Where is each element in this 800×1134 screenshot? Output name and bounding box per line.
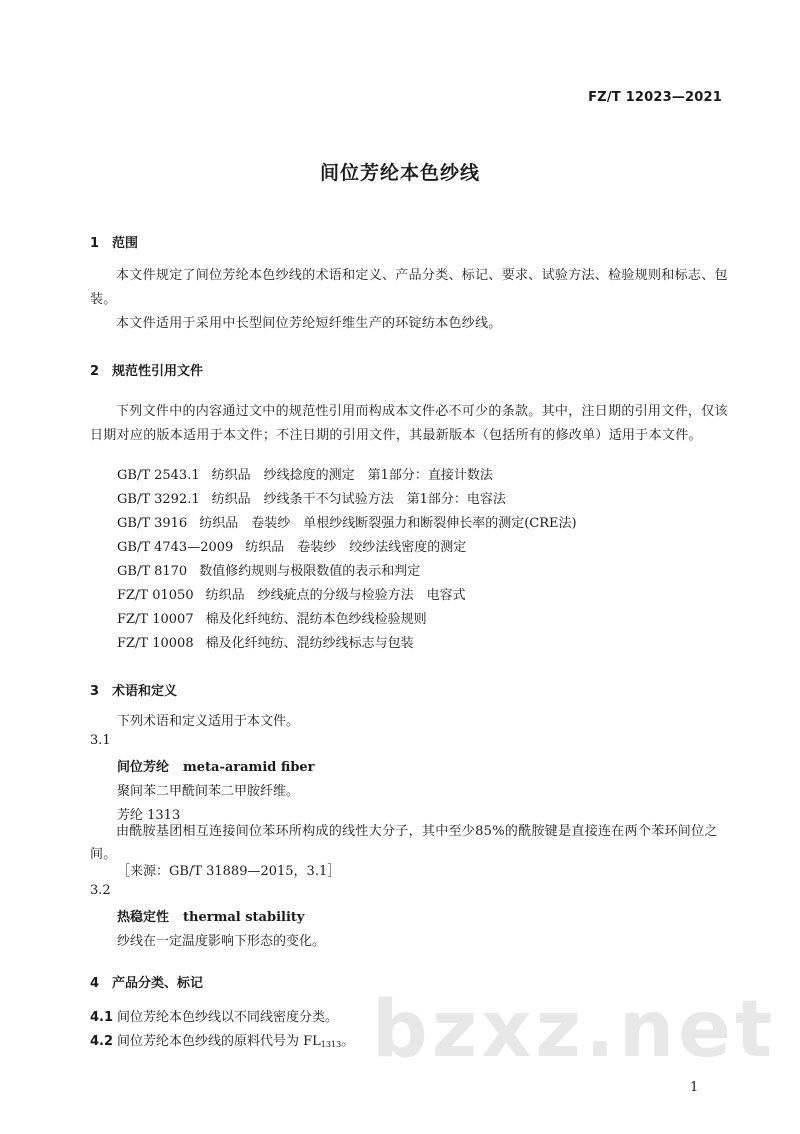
reference-title: 纺织品 卷装纱 绞纱法线密度的测定 [245, 540, 467, 555]
section-number: 4 [90, 976, 100, 991]
clause-text: 间位芳纶本色纱线以不同线密度分类。 [117, 1010, 339, 1025]
reference-item [117, 560, 420, 579]
term-heading [117, 756, 315, 775]
clause-number: 4.2 [90, 1034, 114, 1049]
clause-text: 间位芳纶本色纱线的原料代号为 FL [117, 1034, 321, 1049]
document-title: 间位芳纶本色纱线 [319, 162, 480, 184]
section-title: 术语和定义 [112, 684, 178, 699]
section-number: 2 [90, 364, 100, 379]
reference-item [117, 464, 493, 483]
reference-code: GB/T 2543.1 [117, 468, 200, 483]
term-source: ［来源：GB/T 31889—2015，3.1］ [117, 864, 341, 879]
clause-end: 。 [341, 1034, 355, 1049]
scope-paragraph-2: 本文件适用于采用中长型间位芳纶短纤维生产的环锭纺本色纱线。 [116, 316, 502, 331]
section-number: 3 [90, 684, 100, 699]
reference-item [117, 632, 414, 651]
clause-number: 4.1 [90, 1010, 114, 1025]
term-heading [117, 906, 304, 925]
reference-code: FZ/T 10008 [117, 636, 194, 651]
section-2-heading [90, 360, 203, 379]
term-note: 由酰胺基团相互连接间位苯环所构成的线性大分子，其中至少85%的酰胺键是直接连在两个苯环间位之间。 [90, 824, 718, 862]
reference-code: GB/T 4743—2009 [117, 540, 234, 555]
reference-item [117, 536, 466, 555]
reference-item [117, 608, 427, 627]
reference-code: GB/T 3916 [117, 516, 188, 531]
reference-item [117, 584, 466, 603]
reference-item [117, 512, 577, 531]
reference-code: FZ/T 10007 [117, 612, 194, 627]
scope-paragraph-1: 本文件规定了间位芳纶本色纱线的术语和定义、产品分类、标记、要求、试验方法、检验规则和标志、包装。 [90, 268, 728, 307]
term-definition: 纱线在一定温度影响下形态的变化。 [117, 934, 326, 949]
term-number: 3.1 [90, 733, 111, 748]
reference-title: 纺织品 纱线捻度的测定 第1部分：直接计数法 [211, 468, 493, 483]
clause-4-2 [90, 1030, 354, 1049]
term-chinese: 热稳定性 [117, 910, 170, 925]
term-chinese: 间位芳纶 [117, 760, 170, 775]
reference-title: 棉及化纤纯纺、混纺纱线标志与包装 [205, 636, 414, 651]
term-alternative: 芳纶 1313 [117, 808, 181, 823]
section-title: 产品分类、标记 [112, 976, 204, 991]
section-title: 范围 [112, 236, 139, 251]
terms-intro: 下列术语和定义适用于本文件。 [117, 714, 300, 729]
references-intro: 下列文件中的内容通过文中的规范性引用而构成本文件必不可少的条款。其中，注日期的引用文件，仅该日期对应的版本适用于本文件；不注日期的引用文件，其最新版本（包括所有的修改单）适用于本文件。 [90, 404, 728, 443]
section-title: 规范性引用文件 [112, 364, 204, 379]
reference-code: GB/T 8170 [117, 564, 188, 579]
section-1-heading [90, 232, 138, 251]
reference-code: FZ/T 01050 [117, 588, 194, 603]
reference-title: 数值修约规则与极限数值的表示和判定 [199, 564, 421, 579]
reference-code: GB/T 3292.1 [117, 492, 200, 507]
term-number: 3.2 [90, 883, 111, 898]
reference-item [117, 488, 506, 507]
term-definition: 聚间苯二甲酰间苯二甲胺纤维。 [117, 784, 300, 799]
fiber-code-subscript: 1313 [320, 1040, 342, 1049]
section-3-heading [90, 680, 177, 699]
term-english: thermal stability [183, 910, 305, 925]
reference-title: 纺织品 纱线条干不匀试验方法 第1部分：电容法 [211, 492, 506, 507]
reference-title: 纺织品 卷装纱 单根纱线断裂强力和断裂伸长率的测定(CRE法) [199, 516, 577, 531]
clause-4-1 [90, 1006, 338, 1025]
standard-code: FZ/T 12023—2021 [588, 90, 722, 105]
reference-title: 棉及化纤纯纺、混纺本色纱线检验规则 [205, 612, 427, 627]
section-4-heading [90, 972, 203, 991]
page-number: 1 [690, 1080, 699, 1095]
section-number: 1 [90, 236, 100, 251]
watermark: bzxz.net [372, 985, 777, 1075]
term-english: meta-aramid fiber [183, 760, 315, 775]
reference-title: 纺织品 纱线疵点的分级与检验方法 电容式 [205, 588, 466, 603]
